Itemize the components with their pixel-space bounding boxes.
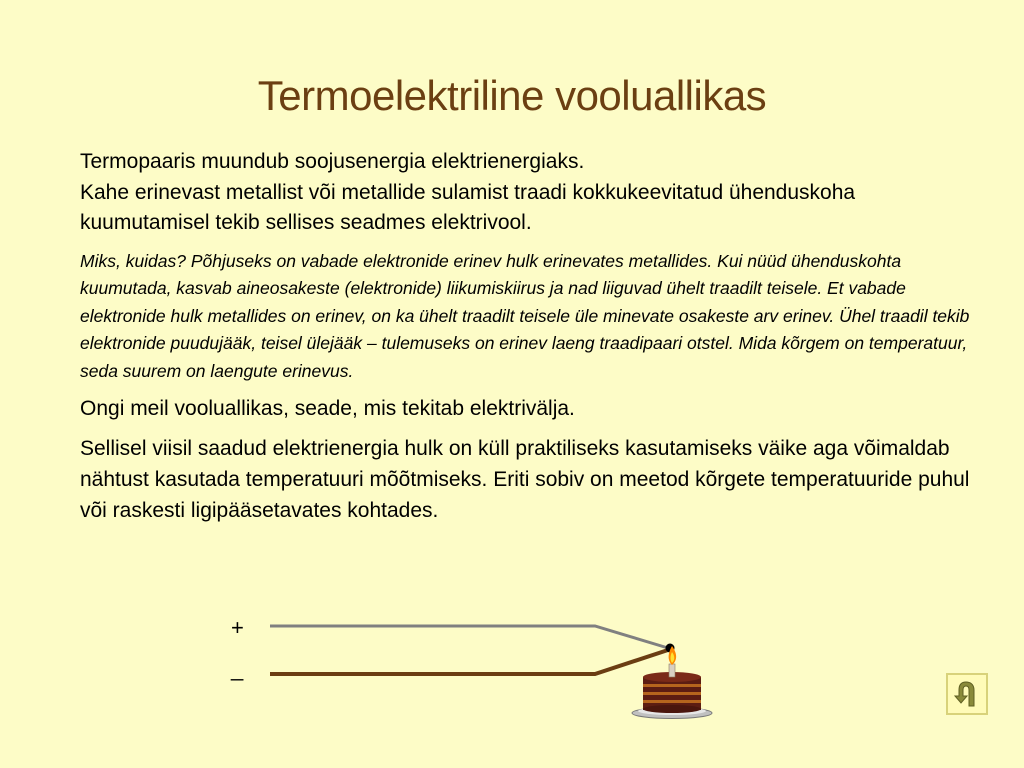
- usage-paragraph: Sellisel viisil saadud elektrienergia hulk on küll praktiliseks kasutamiseks väike aga võimaldab nähtust kasutada temperatuuri mõõtmiseks. Eriti sobiv on meetod kõrgete temperatuuride puhul või raskesti ligipääsetavates kohtades.: [80, 437, 970, 522]
- intro-line-2: Kahe erinevast metallist või metallide sulamist traadi kokkukeevitatud ühenduskoha kuumutamisel tekib sellises seadmes elektrivool.: [80, 180, 856, 234]
- return-button[interactable]: [946, 673, 988, 715]
- conclusion-paragraph: Ongi meil vooluallikas, seade, mis tekitab elektrivälja.: [80, 397, 575, 420]
- slide-title: Termoelektriline vooluallikas: [257, 72, 767, 119]
- slide-body: [80, 147, 970, 526]
- return-arrow-icon: [951, 678, 983, 710]
- wire-top: [270, 626, 668, 648]
- minus-label: _: [231, 656, 244, 681]
- candle-flame-icon: [669, 646, 677, 677]
- intro-paragraph: [80, 147, 970, 239]
- intro-line-1: Termopaaris muundub soojusenergia elektrienergiaks.: [80, 150, 585, 173]
- wire-bottom: [270, 650, 668, 674]
- junction-point: [666, 644, 675, 653]
- plus-label: +: [231, 615, 244, 640]
- cake-icon: [632, 672, 712, 719]
- explanation-paragraph: Miks, kuidas? Põhjuseks on vabade elektronide erinev hulk erinevates metallides. Kui nüüd ühenduskohta kuumutada, kasvab aineosakeste (elektronide) liikumiskiirus ja nad liiguvad ühelt traadilt teisele. Et vabade elektronide hulk metallides on erinev, on ka ühelt traadilt teisele üle minevate osakeste arv erinev. Ühel traadil tekib elektronide puudujääk, teisel ülejääk – tulemuseks on erinev laeng traadipaari otstel. Mida kõrgem on temperatuur, seda suurem on laengute erinevus.: [80, 250, 970, 381]
